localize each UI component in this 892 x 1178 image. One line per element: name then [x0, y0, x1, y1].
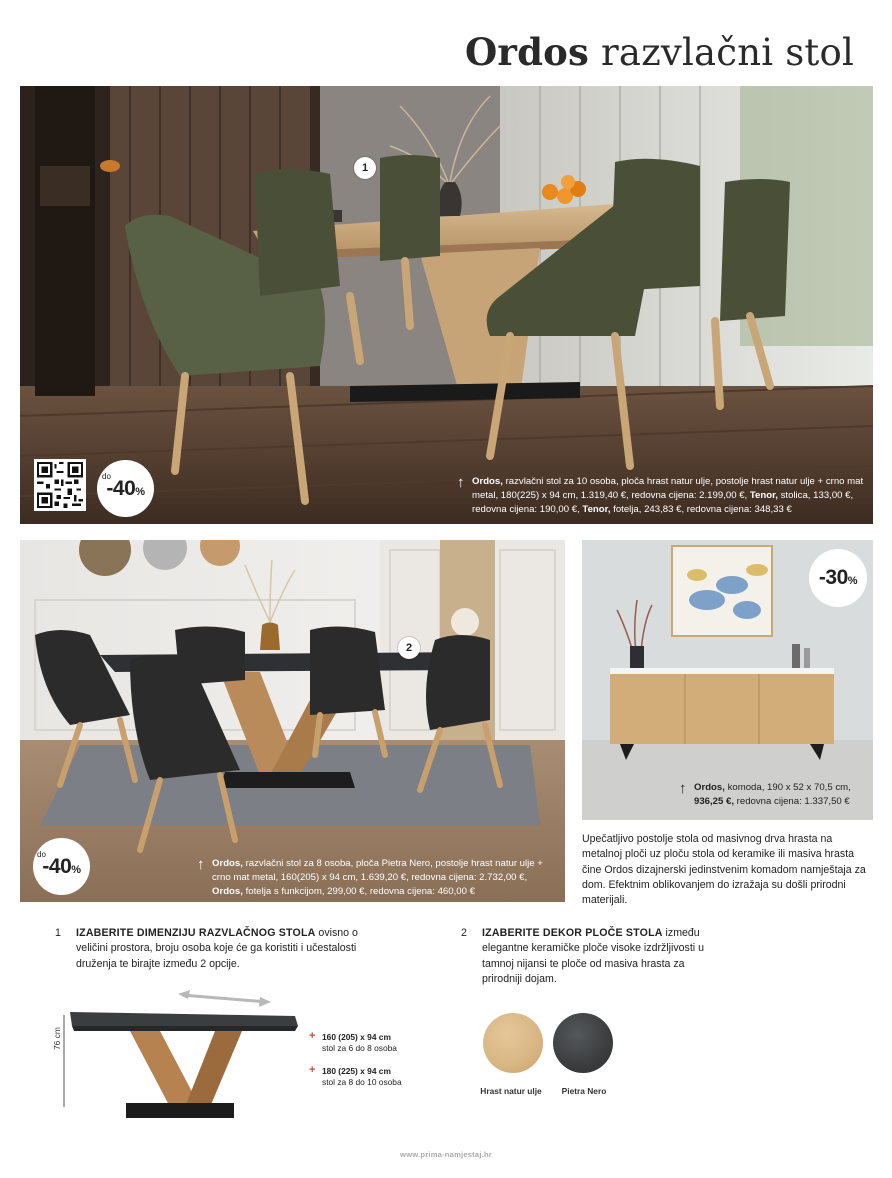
- sideboard-caption: [679, 780, 870, 809]
- caption-text-2: stolica, 133,00 €, redovna cijena: 190,00 €,: [472, 489, 854, 515]
- caption-price: 936,25 €,: [694, 795, 735, 807]
- caption-text-2: redovna cijena: 1.337,50 €: [734, 795, 850, 807]
- discount-prefix: do: [102, 472, 111, 481]
- caption-product-2: Tenor,: [749, 489, 778, 501]
- marker-2: 2: [398, 637, 420, 659]
- discount-value: [106, 477, 144, 501]
- arrow-up-icon: ↑: [457, 474, 465, 491]
- title-light: razvlačni stol: [601, 31, 854, 74]
- discount-value: [819, 566, 857, 590]
- size-option-1[interactable]: [309, 1030, 397, 1055]
- discount-badge-main: [97, 460, 154, 517]
- caption-product-3: Tenor,: [582, 503, 611, 515]
- product-description: Upečatljivo postolje stola od masivnog drva hrasta na metalnoj ploči uz ploču stola od keramike ili masiva hrasta čine Ordos dizajnerski jedinstvenim komadom namještaja za dom. Efektnim oblikovanjem do izražaja su došli prirodni materijali.: [582, 833, 866, 907]
- size-option-2[interactable]: [309, 1064, 402, 1089]
- plus-icon: +: [309, 1064, 316, 1076]
- caption-product-2: Ordos,: [212, 885, 243, 897]
- caption-text-3: fotelja, 243,83 €, redovna cijena: 348,33 €: [610, 503, 792, 515]
- caption-product: Ordos,: [694, 782, 725, 793]
- caption-product: Ordos,: [212, 858, 243, 869]
- arrow-up-icon: ↑: [197, 856, 205, 873]
- discount-value: [42, 855, 80, 879]
- second-photo-caption: [197, 856, 560, 898]
- step-2-number: 2: [461, 927, 467, 939]
- size-option-1-note: stol za 6 do 8 osoba: [322, 1043, 397, 1054]
- size-option-2-size: 180 (225) x 94 cm: [322, 1066, 391, 1076]
- swatch-pietra-nero-label: Pietra Nero: [561, 1086, 607, 1096]
- dining-room-illustration: [20, 86, 873, 524]
- swatch-oak-label: Hrast natur ulje: [480, 1086, 542, 1096]
- title-bold: Ordos: [464, 30, 590, 74]
- size-option-2-note: stol za 8 do 10 osoba: [322, 1077, 402, 1088]
- footer-url: www.prima-namjestaj.hr: [400, 1150, 492, 1159]
- discount-unit: %: [135, 485, 145, 498]
- caption-text: razvlačni stol za 8 osoba, ploča Pietra Nero, postolje hrast natur ulje + crno mat metal, 160(205) x 94 cm, 1.639,20 €, redovna cijena: 2.732,00 €,: [212, 858, 543, 883]
- qr-code-icon[interactable]: [34, 459, 86, 511]
- plus-icon: +: [309, 1030, 316, 1042]
- qr-code-graphic: [37, 462, 83, 508]
- discount-unit: %: [847, 575, 858, 587]
- step-1-number: 1: [55, 927, 61, 939]
- dining-room-illustration-2: [20, 540, 565, 902]
- step-2-heading: IZABERITE DEKOR PLOČE STOLA: [482, 927, 663, 939]
- swatch-pietra-nero[interactable]: [553, 1013, 613, 1073]
- main-dining-photo: [20, 86, 873, 524]
- discount-unit: %: [71, 863, 81, 876]
- step-2: [461, 926, 722, 988]
- page-title: [465, 30, 854, 74]
- step-1-text: ovisno o veličini prostora, broju osoba koje će ga koristiti i učestalosti druženja te birajte između 2 opcije.: [76, 927, 358, 970]
- table-dimension-drawing: [50, 990, 310, 1130]
- main-photo-caption: [457, 474, 864, 516]
- caption-text: komoda, 190 x 52 x 70,5 cm,: [724, 782, 851, 793]
- discount-badge-second: [33, 838, 90, 895]
- discount-number: -40: [106, 476, 136, 500]
- height-label: 76 cm: [52, 1027, 62, 1050]
- step-1-heading: IZABERITE DIMENZIJU RAZVLAČNOG STOLA: [76, 927, 316, 939]
- size-option-1-size: 160 (205) x 94 cm: [322, 1032, 391, 1042]
- discount-number: -30: [818, 566, 848, 589]
- step-2-text: između elegantne keramičke ploče visoke izdržljivosti u tamnoj nijansi te ploče od masiva hrasta za prirodniji dojam.: [482, 927, 704, 986]
- discount-number: -40: [42, 854, 72, 878]
- caption-text: razvlačni stol za 10 osoba, ploča hrast natur ulje, postolje hrast natur ulje + crno mat metal, 180(225) x 94 cm, 1.319,40 €, redovna cijena: 2.199,00 €,: [472, 476, 864, 501]
- discount-prefix: do: [37, 850, 46, 859]
- caption-text-2: fotelja s funkcijom, 299,00 €, redovna cijena: 460,00 €: [242, 885, 475, 897]
- discount-badge-sideboard: [809, 549, 867, 607]
- arrow-up-icon: ↑: [679, 780, 687, 797]
- marker-1: 1: [354, 157, 376, 179]
- caption-product: Ordos,: [472, 476, 503, 487]
- second-dining-photo: [20, 540, 565, 902]
- step-1: [55, 926, 376, 972]
- swatch-oak[interactable]: [483, 1013, 543, 1073]
